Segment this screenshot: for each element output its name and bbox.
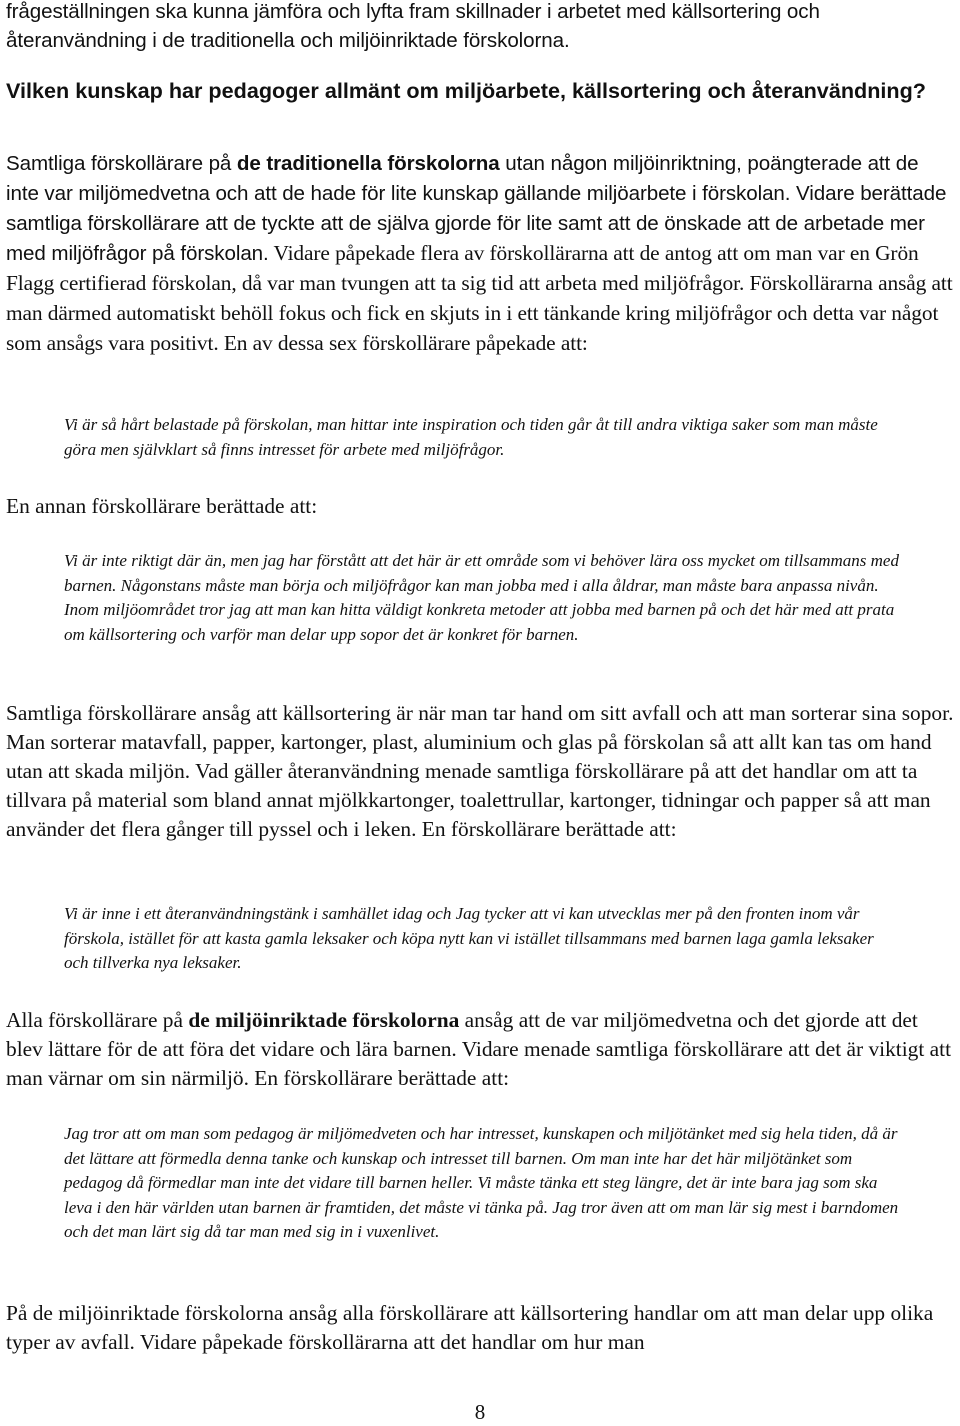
section-heading: Vilken kunskap har pedagoger allmänt om miljöarbete, källsortering och återanvändning? bbox=[6, 78, 926, 103]
block-quote-4: Jag tror att om man som pedagog är miljömedveten och har intresset, kunskapen och miljötänket med sig hela tiden, då är det lättare att förmedla denna tanke och kunskap och intresset till barnen. Om man inte har det här miljötänket som pedagog då förmedlar man inte det vidare till barnen heller. Vi måste tänka ett steg längre, det är inte bara jag som ska leva i den här världen utan barnen är framtiden, det måste vi tänka på. Jag tror även att om man lär sig mest i barndomen och det man lärt sig då tar man med sig in i vuxenlivet. bbox=[64, 1124, 899, 1241]
para4-lead: Alla förskollärare på bbox=[6, 1008, 189, 1032]
intro-paragraph: frågeställningen ska kunna jämföra och lyfta fram skillnader i arbetet med källsortering och återanvändning i de traditionella och miljöinriktade förskolorna. bbox=[6, 0, 820, 52]
block-quote-2: Vi är inte riktigt där än, men jag har förstått att det här är ett område som vi behöver lära oss mycket om tillsammans med barnen. Någonstans måste man börja och miljöfrågor kan man jobba med i alla åldrar, man måste bara anpassa nivån. Inom miljöområdet tror jag att man kan hitta väldigt konkreta metoder att jobba med barnen på och det här med att prata om källsortering och varför man delar upp sopor det är konkret för barnen. bbox=[64, 551, 899, 644]
para1-serif-rest: Vidare påpekade flera av förskollärarna att de antog att om man var en Grön Flagg certifierad förskolan, då var man tvungen att ta sig tid att arbeta med miljöfrågor. Förskollärarna ansåg att man därmed automatiskt behöll fokus och fick en skjuts in i ett tänkande kring miljöfrågor och detta var något som ansågs vara positivt. En av dessa sex förskollärare påpekade att: bbox=[6, 241, 953, 355]
block-quote-1: Vi är så hårt belastade på förskolan, man hittar inte inspiration och tiden går åt till andra viktiga saker som man måste göra men självklart så finns intresset för arbete med miljöfrågor. bbox=[64, 415, 878, 459]
paragraph-environmental-preschools bbox=[6, 1006, 956, 1093]
para1-lead: Samtliga förskollärare på bbox=[6, 152, 237, 175]
para1-sans-rest: utan någon miljöinriktning, poängterade att de inte var miljömedvetna och att de hade för lite kunskap gällande miljöarbete i förskolan. Vidare berättade samtliga förskollärare att de tyckte att de själva gjorde för lite samt att de önskade att de arbetade mer med miljöfrågor på förskolan. bbox=[6, 152, 947, 265]
para1-bold: de traditionella förskolorna bbox=[236, 152, 500, 175]
paragraph-source-sorting: Samtliga förskollärare ansåg att källsortering är när man tar hand om sitt avfall och att man sorterar sina sopor. Man sorterar matavfall, papper, kartonger, plast, aluminium och glas på förskolan så att allt kan tas om hand utan att skada miljön. Vad gäller återanvändning menade samtliga förskollärare på att det handlar om att ta tillvara på material som bland annat mjölkkartonger, toalettrullar, kartonger, tidningar och papper så att man använder det flera gånger till pyssel och i leken. En förskollärare berättade att: bbox=[6, 701, 954, 841]
para4-rest: ansåg att de var miljömedvetna och det gjorde att det blev lättare för de att föra det vidare och lära barnen. Vidare menade samtliga förskollärare att det är viktigt att man värnar om sin närmiljö. En förskollärare berättade att: bbox=[6, 1008, 952, 1090]
para4-bold: de miljöinriktade förskolorna bbox=[188, 1008, 460, 1032]
page-number: 8 bbox=[474, 1400, 486, 1424]
block-quote-3: Vi är inne i ett återanvändningstänk i samhället idag och Jag tycker att vi kan utvecklas mer på den fronten inom vår förskola, istället för att kasta gamla leksaker och köpa nytt kan vi istället tillsammans med barnen laga gamla leksaker och tillverka nya leksaker. bbox=[64, 904, 874, 972]
paragraph-another-teacher: En annan förskollärare berättade att: bbox=[6, 494, 318, 518]
paragraph-closing: På de miljöinriktade förskolorna ansåg alla förskollärare att källsortering handlar om att man delar upp olika typer av avfall. Vidare påpekade förskollärarna att det handlar om hur man bbox=[6, 1301, 934, 1354]
paragraph-traditional-preschools bbox=[6, 149, 956, 359]
